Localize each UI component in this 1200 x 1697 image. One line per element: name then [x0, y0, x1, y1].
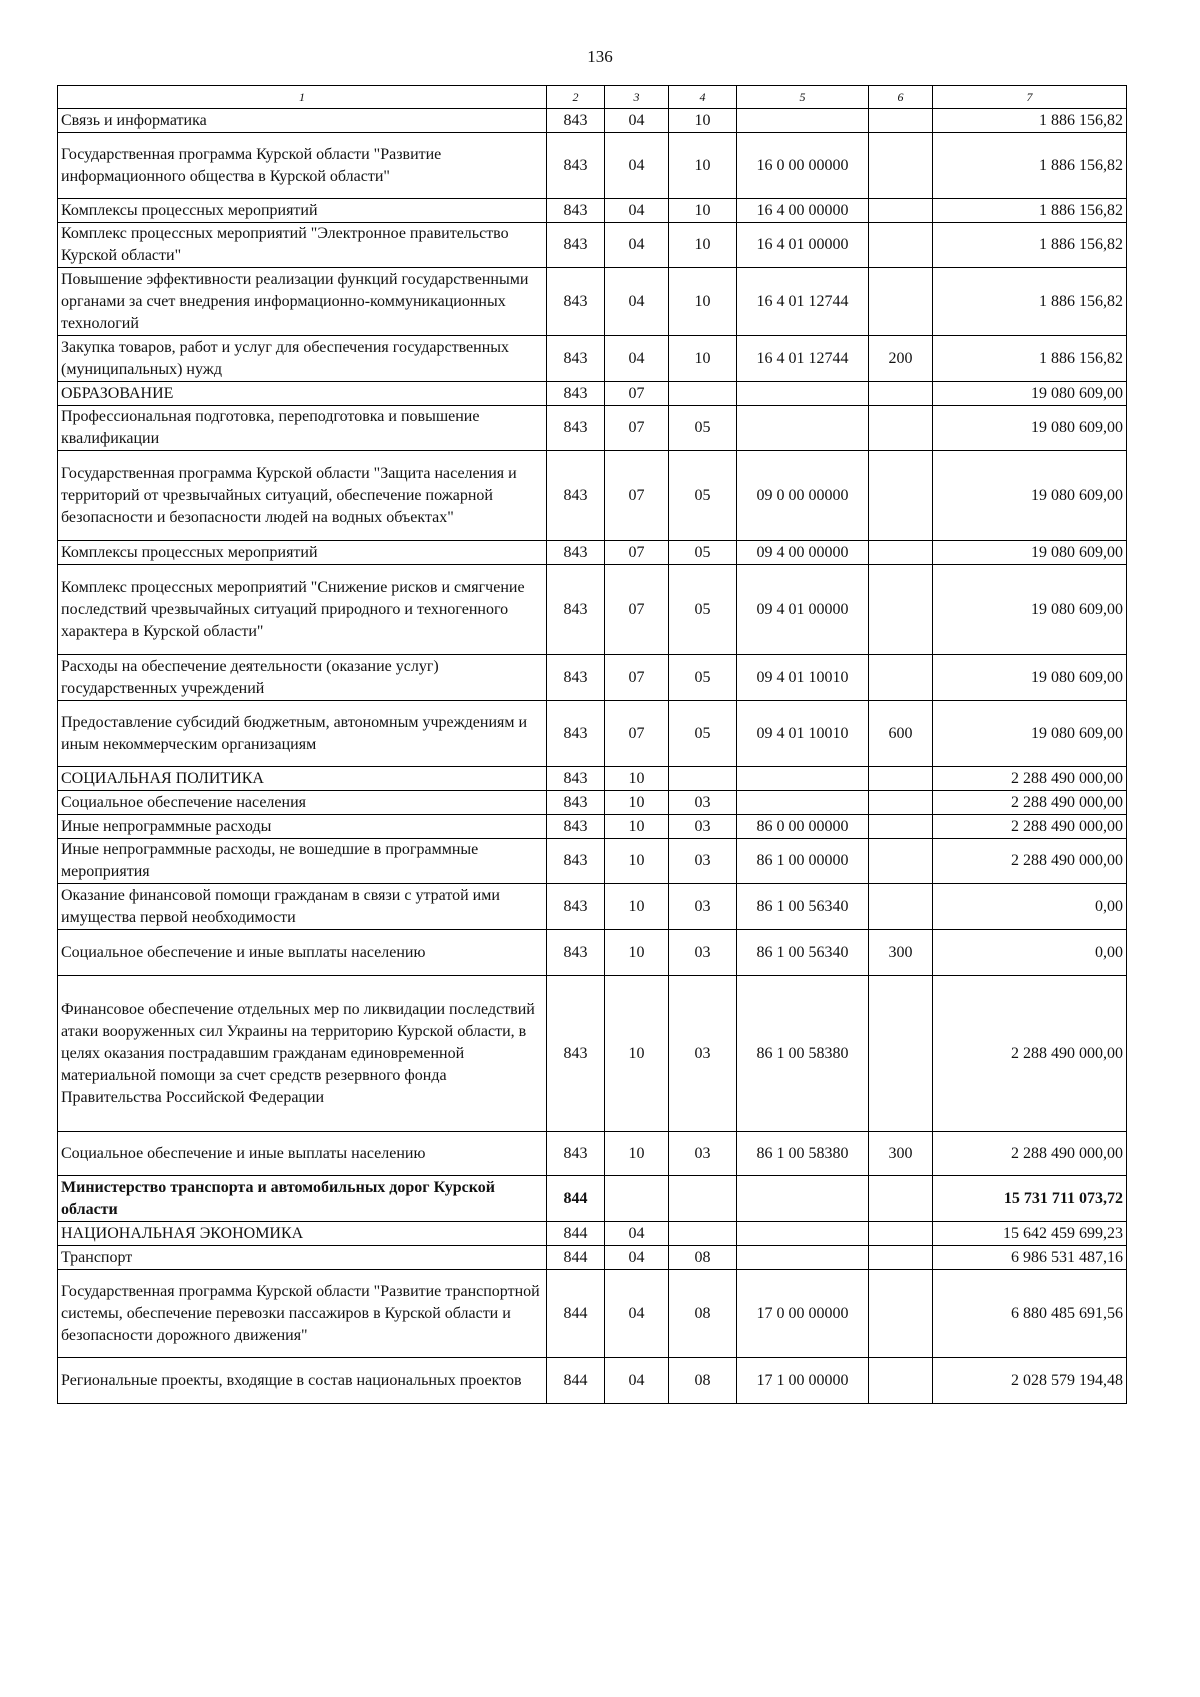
table-row — [58, 1222, 1127, 1246]
row-subsection-cell: 03 — [669, 1132, 737, 1176]
row-section-cell: 04 — [605, 199, 669, 223]
row-subsection-cell: 03 — [669, 815, 737, 839]
row-subsection-cell: 03 — [669, 930, 737, 976]
row-target-article-cell: 16 4 00 00000 — [737, 199, 869, 223]
row-grbs-cell: 843 — [547, 223, 605, 268]
column-header: 3 — [605, 86, 669, 109]
row-name-cell: Транспорт — [58, 1246, 547, 1270]
row-target-article-cell — [737, 1222, 869, 1246]
row-target-article-cell: 17 1 00 00000 — [737, 1358, 869, 1404]
row-name-cell: Государственная программа Курской области "Развитие информационного общества в Курской области" — [58, 133, 547, 199]
row-expense-type-cell — [869, 884, 933, 930]
row-target-article-cell: 09 4 01 00000 — [737, 565, 869, 655]
row-subsection-cell: 05 — [669, 406, 737, 451]
row-grbs-cell: 843 — [547, 451, 605, 541]
row-subsection-cell: 10 — [669, 199, 737, 223]
row-grbs-cell: 843 — [547, 382, 605, 406]
row-expense-type-cell — [869, 839, 933, 884]
row-expense-type-cell — [869, 976, 933, 1132]
page-number: 136 — [587, 47, 613, 66]
row-target-article-cell: 09 4 01 10010 — [737, 701, 869, 767]
row-subsection-cell — [669, 382, 737, 406]
row-expense-type-cell: 300 — [869, 1132, 933, 1176]
row-grbs-cell: 844 — [547, 1222, 605, 1246]
row-section-cell: 04 — [605, 1358, 669, 1404]
row-name-cell: Расходы на обеспечение деятельности (оказание услуг) государственных учреждений — [58, 655, 547, 701]
row-name-cell: Комплексы процессных мероприятий — [58, 541, 547, 565]
row-grbs-cell: 844 — [547, 1176, 605, 1222]
row-expense-type-cell — [869, 1358, 933, 1404]
row-target-article-cell: 86 1 00 56340 — [737, 930, 869, 976]
row-grbs-cell: 843 — [547, 930, 605, 976]
row-amount-cell: 2 288 490 000,00 — [933, 767, 1127, 791]
row-expense-type-cell — [869, 541, 933, 565]
row-expense-type-cell — [869, 767, 933, 791]
row-section-cell: 04 — [605, 1246, 669, 1270]
row-name-cell: Комплекс процессных мероприятий "Электронное правительство Курской области" — [58, 223, 547, 268]
row-section-cell: 04 — [605, 109, 669, 133]
row-amount-cell: 19 080 609,00 — [933, 565, 1127, 655]
row-expense-type-cell — [869, 815, 933, 839]
row-amount-cell: 19 080 609,00 — [933, 406, 1127, 451]
row-amount-cell: 19 080 609,00 — [933, 655, 1127, 701]
row-subsection-cell: 03 — [669, 884, 737, 930]
table-row — [58, 541, 1127, 565]
column-number-header-row — [58, 86, 1127, 109]
row-subsection-cell: 03 — [669, 839, 737, 884]
table-row — [58, 655, 1127, 701]
row-section-cell — [605, 1176, 669, 1222]
row-section-cell: 10 — [605, 767, 669, 791]
table-row — [58, 565, 1127, 655]
table-row — [58, 109, 1127, 133]
row-section-cell: 10 — [605, 1132, 669, 1176]
row-subsection-cell: 10 — [669, 268, 737, 336]
row-target-article-cell — [737, 767, 869, 791]
row-subsection-cell: 08 — [669, 1246, 737, 1270]
row-name-cell: Иные непрограммные расходы, не вошедшие в программные мероприятия — [58, 839, 547, 884]
row-section-cell: 10 — [605, 976, 669, 1132]
row-grbs-cell: 843 — [547, 884, 605, 930]
row-amount-cell: 1 886 156,82 — [933, 223, 1127, 268]
row-target-article-cell: 09 0 00 00000 — [737, 451, 869, 541]
row-name-cell: Государственная программа Курской области "Защита населения и территорий от чрезвычайных ситуаций, обеспечение пожарной безопасности и безопасности людей на водных объектах" — [58, 451, 547, 541]
column-header: 4 — [669, 86, 737, 109]
row-target-article-cell — [737, 109, 869, 133]
row-expense-type-cell — [869, 1222, 933, 1246]
row-grbs-cell: 843 — [547, 791, 605, 815]
column-header: 2 — [547, 86, 605, 109]
row-grbs-cell: 843 — [547, 406, 605, 451]
row-grbs-cell: 843 — [547, 336, 605, 382]
row-amount-cell: 2 288 490 000,00 — [933, 839, 1127, 884]
table-row — [58, 1358, 1127, 1404]
row-name-cell: Социальное обеспечение и иные выплаты населению — [58, 1132, 547, 1176]
row-expense-type-cell — [869, 199, 933, 223]
row-section-cell: 07 — [605, 541, 669, 565]
row-grbs-cell: 843 — [547, 133, 605, 199]
row-expense-type-cell: 300 — [869, 930, 933, 976]
table-row — [58, 451, 1127, 541]
row-amount-cell: 0,00 — [933, 930, 1127, 976]
row-target-article-cell: 16 0 00 00000 — [737, 133, 869, 199]
row-target-article-cell: 16 4 01 12744 — [737, 268, 869, 336]
row-expense-type-cell — [869, 565, 933, 655]
table-row — [58, 930, 1127, 976]
row-grbs-cell: 844 — [547, 1358, 605, 1404]
row-grbs-cell: 843 — [547, 541, 605, 565]
row-subsection-cell: 10 — [669, 133, 737, 199]
table-row — [58, 791, 1127, 815]
table-row — [58, 767, 1127, 791]
row-grbs-cell: 844 — [547, 1246, 605, 1270]
row-target-article-cell — [737, 1246, 869, 1270]
row-name-cell: Финансовое обеспечение отдельных мер по ликвидации последствий атаки вооруженных сил Украины на территорию Курской области, в целях оказания пострадавшим гражданам единовременной материальной помощи за счет средств резервного фонда Правительства Российской Федерации — [58, 976, 547, 1132]
row-amount-cell: 19 080 609,00 — [933, 382, 1127, 406]
row-target-article-cell: 16 4 01 12744 — [737, 336, 869, 382]
row-amount-cell: 2 288 490 000,00 — [933, 976, 1127, 1132]
row-target-article-cell: 86 1 00 58380 — [737, 1132, 869, 1176]
table-row — [58, 976, 1127, 1132]
row-amount-cell: 2 028 579 194,48 — [933, 1358, 1127, 1404]
table-row — [58, 336, 1127, 382]
row-section-cell: 10 — [605, 791, 669, 815]
table-row — [58, 268, 1127, 336]
row-grbs-cell: 843 — [547, 839, 605, 884]
table-row — [58, 406, 1127, 451]
row-section-cell: 07 — [605, 451, 669, 541]
row-amount-cell: 0,00 — [933, 884, 1127, 930]
row-subsection-cell: 05 — [669, 701, 737, 767]
row-expense-type-cell — [869, 791, 933, 815]
row-section-cell: 10 — [605, 839, 669, 884]
row-grbs-cell: 843 — [547, 109, 605, 133]
row-amount-cell: 1 886 156,82 — [933, 268, 1127, 336]
row-section-cell: 07 — [605, 565, 669, 655]
row-subsection-cell: 10 — [669, 223, 737, 268]
row-grbs-cell: 843 — [547, 1132, 605, 1176]
row-subsection-cell: 05 — [669, 565, 737, 655]
row-target-article-cell — [737, 406, 869, 451]
row-amount-cell: 1 886 156,82 — [933, 336, 1127, 382]
row-expense-type-cell — [869, 655, 933, 701]
row-target-article-cell: 09 4 00 00000 — [737, 541, 869, 565]
row-name-cell: Комплексы процессных мероприятий — [58, 199, 547, 223]
row-section-cell: 10 — [605, 930, 669, 976]
row-section-cell: 07 — [605, 701, 669, 767]
row-subsection-cell: 03 — [669, 791, 737, 815]
row-expense-type-cell: 600 — [869, 701, 933, 767]
column-header: 7 — [933, 86, 1127, 109]
row-section-cell: 04 — [605, 336, 669, 382]
row-amount-cell: 19 080 609,00 — [933, 701, 1127, 767]
table-row — [58, 382, 1127, 406]
row-name-cell: Комплекс процессных мероприятий "Снижение рисков и смягчение последствий чрезвычайных ситуаций природного и техногенного характера в Курской области" — [58, 565, 547, 655]
row-section-cell: 04 — [605, 223, 669, 268]
row-grbs-cell: 843 — [547, 268, 605, 336]
row-section-cell: 04 — [605, 133, 669, 199]
row-subsection-cell — [669, 1222, 737, 1246]
row-grbs-cell: 843 — [547, 565, 605, 655]
row-expense-type-cell — [869, 382, 933, 406]
row-subsection-cell: 03 — [669, 976, 737, 1132]
row-subsection-cell: 05 — [669, 541, 737, 565]
row-subsection-cell: 10 — [669, 336, 737, 382]
table-row — [58, 223, 1127, 268]
row-subsection-cell: 05 — [669, 451, 737, 541]
row-amount-cell: 19 080 609,00 — [933, 451, 1127, 541]
row-grbs-cell: 843 — [547, 199, 605, 223]
row-subsection-cell: 10 — [669, 109, 737, 133]
row-section-cell: 07 — [605, 406, 669, 451]
budget-table — [57, 85, 1127, 1404]
row-name-cell: Социальное обеспечение населения — [58, 791, 547, 815]
row-amount-cell: 1 886 156,82 — [933, 109, 1127, 133]
table-row — [58, 1246, 1127, 1270]
row-name-cell: Закупка товаров, работ и услуг для обеспечения государственных (муниципальных) нужд — [58, 336, 547, 382]
row-name-cell: Иные непрограммные расходы — [58, 815, 547, 839]
row-amount-cell: 2 288 490 000,00 — [933, 791, 1127, 815]
table-row — [58, 1132, 1127, 1176]
row-expense-type-cell — [869, 1270, 933, 1358]
row-expense-type-cell — [869, 268, 933, 336]
row-expense-type-cell: 200 — [869, 336, 933, 382]
row-section-cell: 07 — [605, 382, 669, 406]
row-expense-type-cell — [869, 451, 933, 541]
row-target-article-cell: 86 0 00 00000 — [737, 815, 869, 839]
row-name-cell: Профессиональная подготовка, переподготовка и повышение квалификации — [58, 406, 547, 451]
row-amount-cell: 6 986 531 487,16 — [933, 1246, 1127, 1270]
row-subsection-cell — [669, 1176, 737, 1222]
row-name-cell: Социальное обеспечение и иные выплаты населению — [58, 930, 547, 976]
table-row — [58, 133, 1127, 199]
row-amount-cell: 1 886 156,82 — [933, 199, 1127, 223]
column-header: 5 — [737, 86, 869, 109]
row-expense-type-cell — [869, 406, 933, 451]
table-row — [58, 884, 1127, 930]
row-amount-cell: 6 880 485 691,56 — [933, 1270, 1127, 1358]
row-section-cell: 04 — [605, 1222, 669, 1246]
row-grbs-cell: 843 — [547, 701, 605, 767]
row-name-cell: Региональные проекты, входящие в состав национальных проектов — [58, 1358, 547, 1404]
row-grbs-cell: 844 — [547, 1270, 605, 1358]
row-subsection-cell: 08 — [669, 1270, 737, 1358]
row-subsection-cell: 05 — [669, 655, 737, 701]
row-name-cell: Министерство транспорта и автомобильных дорог Курской области — [58, 1176, 547, 1222]
row-target-article-cell: 86 1 00 58380 — [737, 976, 869, 1132]
row-expense-type-cell — [869, 1246, 933, 1270]
row-amount-cell: 15 642 459 699,23 — [933, 1222, 1127, 1246]
row-name-cell: ОБРАЗОВАНИЕ — [58, 382, 547, 406]
table-row — [58, 1176, 1127, 1222]
row-expense-type-cell — [869, 133, 933, 199]
row-section-cell: 10 — [605, 884, 669, 930]
column-header: 6 — [869, 86, 933, 109]
column-header: 1 — [58, 86, 547, 109]
row-name-cell: Оказание финансовой помощи гражданам в связи с утратой ими имущества первой необходимости — [58, 884, 547, 930]
row-subsection-cell — [669, 767, 737, 791]
row-name-cell: СОЦИАЛЬНАЯ ПОЛИТИКА — [58, 767, 547, 791]
row-expense-type-cell — [869, 1176, 933, 1222]
row-target-article-cell: 86 1 00 56340 — [737, 884, 869, 930]
row-amount-cell: 2 288 490 000,00 — [933, 1132, 1127, 1176]
row-section-cell: 07 — [605, 655, 669, 701]
row-target-article-cell — [737, 791, 869, 815]
row-expense-type-cell — [869, 109, 933, 133]
row-name-cell: Предоставление субсидий бюджетным, автономным учреждениям и иным некоммерческим организациям — [58, 701, 547, 767]
row-target-article-cell — [737, 382, 869, 406]
row-amount-cell: 2 288 490 000,00 — [933, 815, 1127, 839]
row-target-article-cell: 16 4 01 00000 — [737, 223, 869, 268]
row-section-cell: 04 — [605, 268, 669, 336]
row-grbs-cell: 843 — [547, 976, 605, 1132]
row-amount-cell: 19 080 609,00 — [933, 541, 1127, 565]
row-name-cell: НАЦИОНАЛЬНАЯ ЭКОНОМИКА — [58, 1222, 547, 1246]
row-section-cell: 10 — [605, 815, 669, 839]
table-row — [58, 199, 1127, 223]
table-row — [58, 839, 1127, 884]
row-grbs-cell: 843 — [547, 655, 605, 701]
row-section-cell: 04 — [605, 1270, 669, 1358]
row-name-cell: Связь и информатика — [58, 109, 547, 133]
row-target-article-cell: 17 0 00 00000 — [737, 1270, 869, 1358]
row-amount-cell: 15 731 711 073,72 — [933, 1176, 1127, 1222]
row-grbs-cell: 843 — [547, 767, 605, 791]
table-row — [58, 1270, 1127, 1358]
row-subsection-cell: 08 — [669, 1358, 737, 1404]
table-row — [58, 815, 1127, 839]
row-name-cell: Повышение эффективности реализации функций государственными органами за счет внедрения информационно-коммуникационных технологий — [58, 268, 547, 336]
row-name-cell: Государственная программа Курской области "Развитие транспортной системы, обеспечение перевозки пассажиров в Курской области и безопасности дорожного движения" — [58, 1270, 547, 1358]
row-target-article-cell: 86 1 00 00000 — [737, 839, 869, 884]
row-target-article-cell: 09 4 01 10010 — [737, 655, 869, 701]
row-grbs-cell: 843 — [547, 815, 605, 839]
table-row — [58, 701, 1127, 767]
row-amount-cell: 1 886 156,82 — [933, 133, 1127, 199]
row-target-article-cell — [737, 1176, 869, 1222]
row-expense-type-cell — [869, 223, 933, 268]
